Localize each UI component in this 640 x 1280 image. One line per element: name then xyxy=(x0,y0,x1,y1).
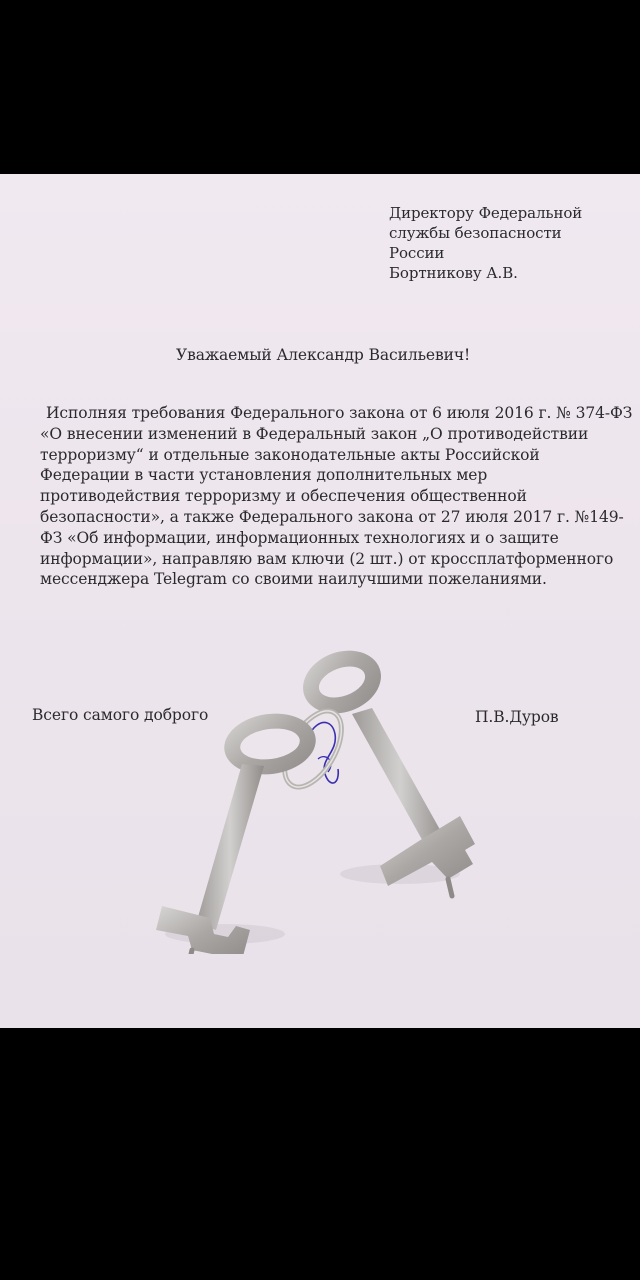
body-line: Федерации в части установления дополнительных мер xyxy=(40,466,488,485)
letter-paper xyxy=(0,174,640,1028)
addressee-line: России xyxy=(389,244,445,262)
body-line: противодействия терроризму и обеспечения общественной xyxy=(40,487,527,506)
body-line: мессенджера Telegram со своими наилучшими пожеланиями. xyxy=(40,570,547,589)
keys-photo xyxy=(130,634,490,954)
letter-signature: П.В.Дуров xyxy=(475,708,559,726)
body-line: информации», направляю вам ключи (2 шт.) от кроссплатформенного xyxy=(40,549,614,568)
letter-body xyxy=(40,403,640,590)
body-line: Исполняя требования Федерального закона от 6 июля 2016 г. № 374-ФЗ xyxy=(46,404,633,422)
body-line: «О внесении изменений в Федеральный закон „О противодействии xyxy=(40,424,589,443)
right-key-shape xyxy=(294,640,475,896)
letter-closing: Всего самого доброго xyxy=(32,706,209,724)
addressee-line: Бортникову А.В. xyxy=(389,264,518,282)
letter-addressee xyxy=(389,203,582,283)
body-line: терроризму“ и отдельные законодательные акты Российской xyxy=(40,445,540,464)
addressee-line: Директору Федеральной xyxy=(389,204,583,222)
letter-salutation: Уважаемый Александр Васильевич! xyxy=(176,346,471,364)
addressee-line: службы безопасности xyxy=(389,224,562,242)
body-line: безопасности», а также Федерального закона от 27 июля 2017 г. №149- xyxy=(40,507,624,526)
body-line: ФЗ «Об информации, информационных технологиях и о защите xyxy=(40,528,559,547)
left-key-shape xyxy=(156,708,320,954)
